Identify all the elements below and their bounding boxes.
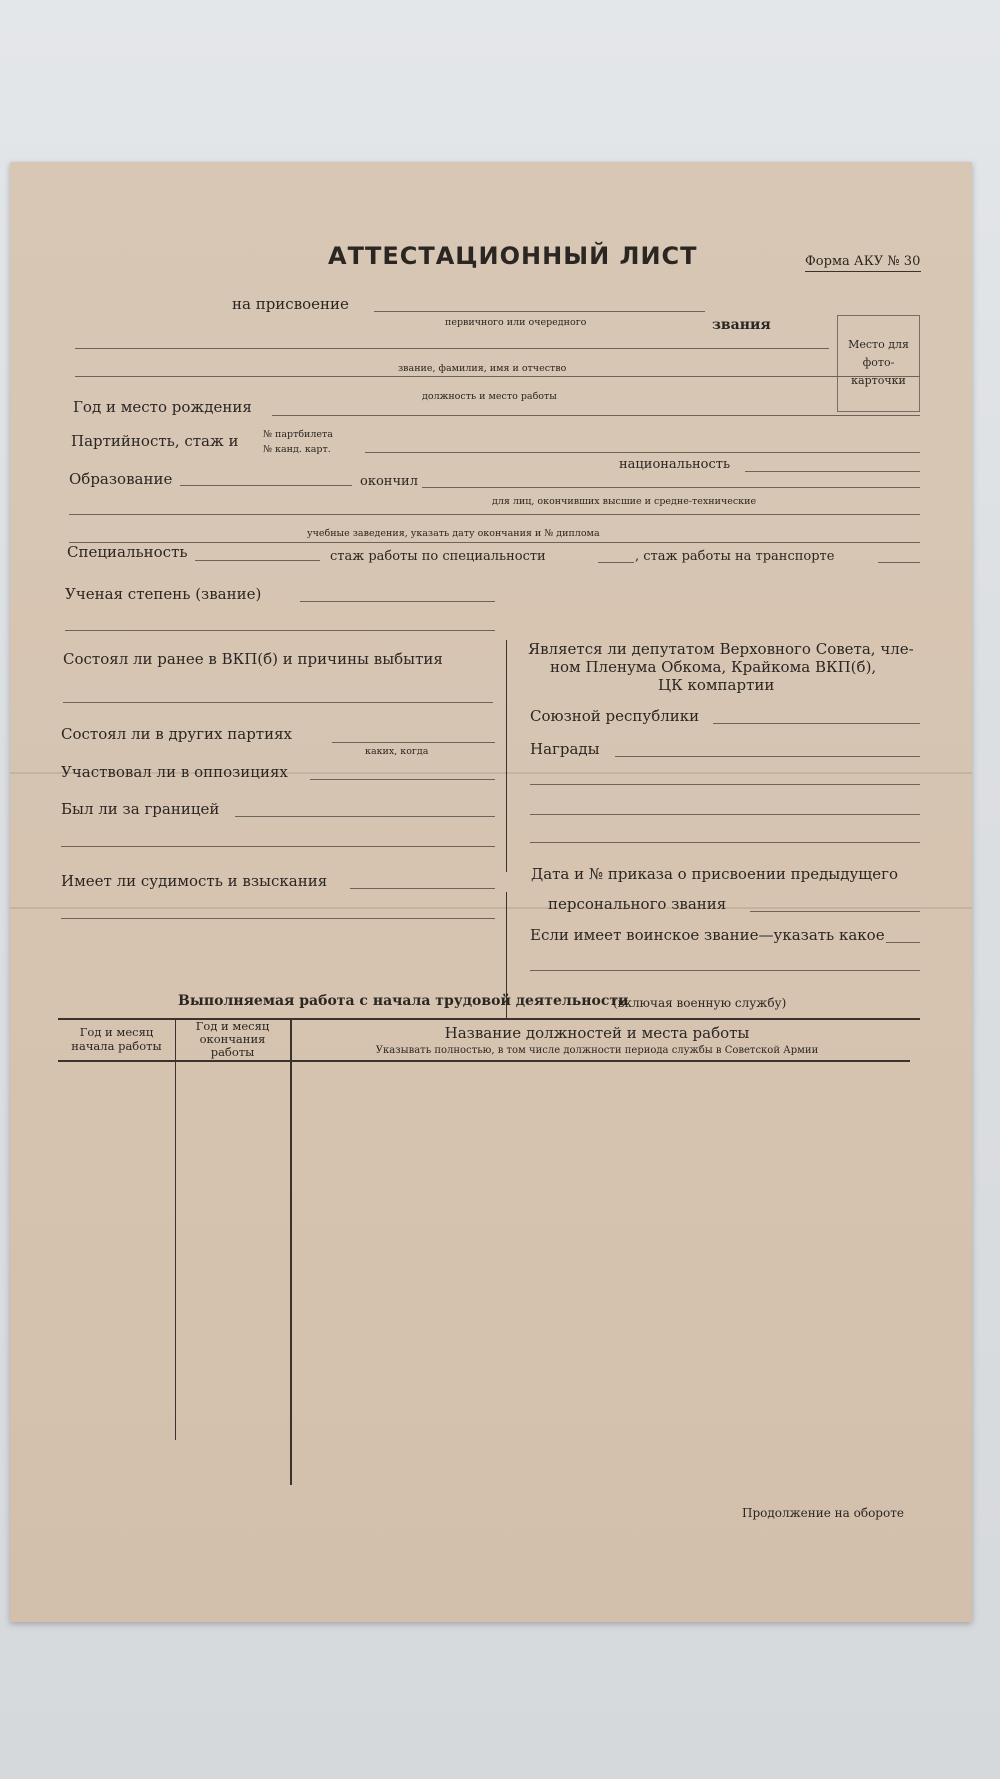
col1-header-line2: начала работы: [71, 1039, 162, 1053]
speciality-label: Специальность: [67, 543, 188, 561]
table-col-divider-2: [290, 1020, 292, 1485]
table-header-rule: [58, 1060, 910, 1062]
photo-box: Место для фото- карточки: [837, 315, 920, 412]
order-field[interactable]: [750, 911, 920, 912]
order-label-2: персонального звания: [548, 895, 727, 913]
table-top-rule: [58, 1018, 920, 1020]
fio-field[interactable]: [75, 348, 829, 349]
paper-fold: [10, 907, 972, 909]
abroad-field[interactable]: [235, 816, 495, 817]
hint-dolzhnost: должность и место работы: [422, 391, 557, 402]
party-field[interactable]: [365, 452, 920, 453]
awards-field-3[interactable]: [530, 814, 920, 815]
diploma-field[interactable]: [69, 542, 920, 543]
speciality-field[interactable]: [195, 560, 320, 561]
birth-field[interactable]: [272, 415, 920, 416]
stazh-transport-label: , стаж работы на транспорте: [635, 549, 835, 564]
vkp-before-label: Состоял ли ранее в ВКП(б) и причины выбытия: [63, 650, 443, 668]
soyuznoy-field[interactable]: [713, 723, 920, 724]
conviction-label: Имеет ли судимость и взыскания: [61, 872, 328, 890]
stazh-spec-field[interactable]: [598, 562, 634, 563]
partbilet-label: № партбилета: [263, 429, 333, 440]
education-extra-field[interactable]: [69, 514, 920, 515]
degree-extra-field[interactable]: [65, 630, 495, 631]
stazh-spec-label: стаж работы по специальности: [330, 549, 546, 564]
deputy-label-1: Является ли депутатом Верховного Совета, чле-: [528, 640, 914, 658]
hint-pervichnogo: первичного или очередного: [445, 317, 587, 328]
abroad-extra-field[interactable]: [61, 846, 495, 847]
awards-field-2[interactable]: [530, 784, 920, 785]
birth-label: Год и место рождения: [73, 398, 252, 416]
col2-header-line3: работы: [210, 1045, 255, 1059]
form-title: АТТЕСТАЦИОННЫЙ ЛИСТ: [328, 242, 698, 270]
deputy-label-2: ном Пленума Обкома, Крайкома ВКП(б),: [550, 658, 877, 676]
continued-note: Продолжение на обороте: [742, 1506, 904, 1520]
hint-kakih: каких, когда: [365, 746, 429, 757]
opposition-field[interactable]: [310, 779, 495, 780]
col1-header-line1: Год и месяц: [79, 1025, 154, 1039]
awards-field-4[interactable]: [530, 842, 920, 843]
col2-header-line1: Год и месяц: [195, 1019, 270, 1033]
awards-field-1[interactable]: [615, 756, 920, 757]
work-header-note: (включая военную службу): [613, 996, 787, 1010]
education-label: Образование: [69, 470, 173, 488]
table-col-divider-1: [175, 1020, 176, 1440]
col2-header-line2: окончания: [199, 1032, 266, 1046]
soyuznoy-label: Союзной республики: [530, 707, 700, 725]
other-parties-field[interactable]: [332, 742, 495, 743]
degree-label: Ученая степень (звание): [65, 585, 262, 603]
other-parties-label: Состоял ли в других партиях: [61, 725, 293, 743]
conviction-field[interactable]: [350, 888, 495, 889]
opposition-label: Участвовал ли в оппозициях: [61, 763, 288, 781]
prisvoenie-field[interactable]: [374, 311, 705, 312]
dolzhnost-field[interactable]: [75, 376, 920, 377]
col3-header-note: Указывать полностью, в том числе должности периода службы в Советской Армии: [375, 1045, 819, 1056]
order-label-1: Дата и № приказа о присвоении предыдущего: [531, 865, 899, 883]
military-extra-field[interactable]: [530, 970, 920, 971]
abroad-label: Был ли за границей: [61, 800, 220, 818]
form-sheet: [10, 162, 972, 1622]
military-label: Если имеет воинское звание—указать какое: [530, 926, 885, 944]
education-field[interactable]: [180, 485, 352, 486]
okonchil-field[interactable]: [422, 487, 920, 488]
hint-edu2: учебные заведения, указать дату окончания и № диплома: [307, 528, 600, 539]
col3-header-title: Название должностей и места работы: [444, 1024, 750, 1042]
degree-field[interactable]: [300, 601, 495, 602]
nationality-field[interactable]: [745, 471, 920, 472]
hint-edu1: для лиц, окончивших высшие и средне-технические: [492, 496, 757, 507]
okonchil-label: окончил: [360, 474, 418, 489]
stazh-transport-field[interactable]: [878, 562, 920, 563]
vkp-before-field[interactable]: [63, 702, 493, 703]
zvaniya-label: звания: [712, 317, 771, 333]
prisvoenie-label: на присвоение: [232, 295, 349, 313]
party-label: Партийность, стаж и: [71, 432, 239, 450]
nationality-label: национальность: [619, 457, 731, 472]
work-header: Выполняемая работа с начала трудовой деятельности: [178, 993, 629, 1009]
conviction-extra-field[interactable]: [61, 918, 495, 919]
deputy-label-3: ЦК компартии: [658, 676, 775, 694]
military-field[interactable]: [886, 942, 920, 943]
kand-kart-label: № канд. карт.: [263, 444, 331, 455]
awards-label: Награды: [530, 740, 600, 758]
hint-fio: звание, фамилия, имя и отчество: [398, 363, 567, 374]
form-code: Форма АКУ № 30: [805, 254, 921, 269]
